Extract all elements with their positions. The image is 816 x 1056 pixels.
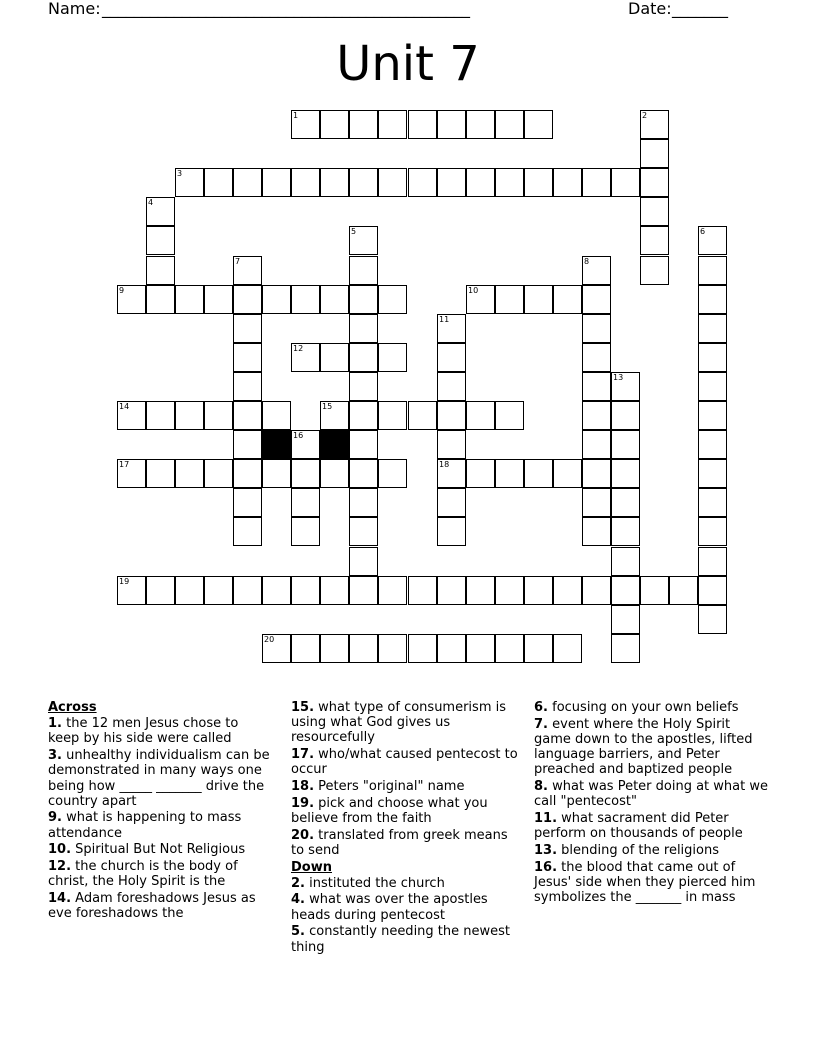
clue-number: 17 [119, 460, 130, 469]
grid-cell[interactable] [582, 285, 611, 314]
grid-cell[interactable] [349, 285, 378, 314]
clue-number: 18 [439, 460, 450, 469]
grid-cell[interactable] [553, 459, 582, 488]
grid-cell[interactable] [582, 168, 611, 197]
clue-down-5: 5. constantly needing the newest thing [291, 924, 511, 955]
grid-cell[interactable] [233, 168, 262, 197]
date-field-line[interactable]: _______ [672, 0, 728, 18]
grid-cell[interactable] [349, 110, 378, 139]
grid-cell[interactable] [233, 372, 262, 401]
grid-cell[interactable] [204, 168, 233, 197]
clue-across-9: 9. what is happening to mass attendance [48, 810, 242, 841]
clue-across-20: 20. translated from greek means to send [291, 827, 508, 858]
grid-cell[interactable] [408, 401, 437, 430]
grid-cell[interactable] [582, 372, 611, 401]
grid-cell[interactable] [262, 285, 291, 314]
grid-cell[interactable] [437, 459, 466, 488]
grid-cell[interactable] [349, 226, 378, 255]
clue-number: 10 [468, 286, 479, 295]
grid-cell[interactable] [349, 343, 378, 372]
clue-number: 5 [351, 227, 357, 236]
clue-across-12: 12. the church is the body of christ, the Holy Spirit is the [48, 859, 238, 890]
grid-cell[interactable] [408, 576, 437, 605]
grid-cell[interactable] [291, 459, 320, 488]
grid-cell[interactable] [349, 488, 378, 517]
grid-cell[interactable] [437, 110, 466, 139]
grid-cell[interactable] [611, 430, 640, 459]
grid-cell[interactable] [611, 488, 640, 517]
grid-cell[interactable] [291, 110, 320, 139]
grid-cell[interactable] [611, 547, 640, 576]
grid-cell[interactable] [582, 401, 611, 430]
grid-cell[interactable] [117, 459, 146, 488]
grid-cell[interactable] [204, 401, 233, 430]
grid-cell[interactable] [669, 576, 698, 605]
grid-cell[interactable] [233, 517, 262, 546]
clue-down-2: 2. instituted the church [291, 875, 445, 891]
grid-cell[interactable] [698, 285, 727, 314]
grid-cell[interactable] [320, 634, 349, 663]
grid-cell[interactable] [640, 256, 669, 285]
grid-cell[interactable] [582, 576, 611, 605]
grid-cell[interactable] [146, 256, 175, 285]
grid-cell[interactable] [582, 517, 611, 546]
clue-number: 15 [322, 402, 333, 411]
grid-cell[interactable] [233, 314, 262, 343]
grid-cell[interactable] [349, 459, 378, 488]
grid-cell[interactable] [349, 168, 378, 197]
grid-cell[interactable] [349, 430, 378, 459]
grid-cell[interactable] [233, 488, 262, 517]
grid-cell[interactable] [553, 285, 582, 314]
grid-cell[interactable] [611, 372, 640, 401]
grid-cell[interactable] [524, 168, 553, 197]
grid-cell[interactable] [175, 576, 204, 605]
grid-cell[interactable] [698, 430, 727, 459]
grid-cell[interactable] [582, 430, 611, 459]
grid-cell[interactable] [146, 197, 175, 226]
clue-down-7: 7. event where the Holy Spirit game down to the apostles, lifted language barriers, and Peter preached and baptized people [534, 716, 753, 778]
grid-cell[interactable] [640, 197, 669, 226]
grid-cell[interactable] [495, 459, 524, 488]
clue-number: 9 [119, 286, 125, 295]
grid-cell[interactable] [582, 314, 611, 343]
grid-cell[interactable] [378, 634, 407, 663]
grid-cell[interactable] [437, 488, 466, 517]
grid-cell[interactable] [466, 110, 495, 139]
down-heading: Down [291, 859, 332, 875]
grid-cell[interactable] [495, 110, 524, 139]
grid-cell[interactable] [291, 430, 320, 459]
grid-cell[interactable] [146, 285, 175, 314]
grid-cell[interactable] [437, 314, 466, 343]
grid-cell[interactable] [611, 576, 640, 605]
clue-number: 4 [148, 198, 154, 207]
grid-cell[interactable] [349, 576, 378, 605]
grid-cell[interactable] [320, 285, 349, 314]
grid-cell[interactable] [349, 547, 378, 576]
grid-cell[interactable] [698, 576, 727, 605]
clue-number: 7 [235, 257, 241, 266]
page-title: Unit 7 [336, 36, 480, 92]
grid-cell[interactable] [262, 634, 291, 663]
grid-cell[interactable] [320, 576, 349, 605]
clue-across-19: 19. pick and choose what you believe from the faith [291, 795, 488, 826]
grid-cell[interactable] [524, 459, 553, 488]
clue-across-17: 17. who/what caused pentecost to occur [291, 747, 518, 778]
clue-number: 19 [119, 577, 130, 586]
grid-cell[interactable] [204, 576, 233, 605]
grid-cell[interactable] [437, 517, 466, 546]
grid-cell[interactable] [233, 576, 262, 605]
clue-down-13: 13. blending of the religions [534, 842, 719, 858]
grid-block-cell [320, 430, 349, 459]
grid-cell[interactable] [117, 401, 146, 430]
grid-cell[interactable] [291, 168, 320, 197]
grid-cell[interactable] [437, 430, 466, 459]
grid-cell[interactable] [378, 168, 407, 197]
grid-cell[interactable] [175, 401, 204, 430]
clue-number: 11 [439, 315, 450, 324]
grid-cell[interactable] [495, 168, 524, 197]
grid-cell[interactable] [408, 634, 437, 663]
grid-block-cell [262, 430, 291, 459]
grid-cell[interactable] [640, 110, 669, 139]
grid-cell[interactable] [349, 372, 378, 401]
grid-cell[interactable] [291, 343, 320, 372]
grid-cell[interactable] [262, 168, 291, 197]
clue-number: 3 [177, 169, 183, 178]
grid-cell[interactable] [146, 576, 175, 605]
clue-across-3: 3. unhealthy individualism can be demonstrated in many ways one being how _____ _______ drive the country apart [48, 748, 270, 809]
grid-cell[interactable] [408, 168, 437, 197]
grid-cell[interactable] [698, 401, 727, 430]
grid-cell[interactable] [495, 576, 524, 605]
clues-column-2 [291, 700, 519, 956]
grid-cell[interactable] [378, 401, 407, 430]
clue-number: 2 [642, 111, 648, 120]
name-field-line[interactable]: ______________________________________________ [102, 0, 470, 18]
grid-cell[interactable] [553, 168, 582, 197]
grid-cell[interactable] [233, 285, 262, 314]
clue-across-10: 10. Spiritual But Not Religious [48, 842, 246, 858]
grid-cell[interactable] [437, 168, 466, 197]
clue-down-16: 16. the blood that came out of Jesus' side when they pierced him symbolizes the _______ in mass [534, 859, 756, 905]
grid-cell[interactable] [378, 343, 407, 372]
grid-cell[interactable] [466, 285, 495, 314]
grid-cell[interactable] [320, 343, 349, 372]
grid-cell[interactable] [233, 256, 262, 285]
date-label: Date: [628, 0, 672, 18]
grid-cell[interactable] [582, 256, 611, 285]
grid-cell[interactable] [611, 401, 640, 430]
grid-cell[interactable] [698, 605, 727, 634]
grid-cell[interactable] [466, 576, 495, 605]
grid-cell[interactable] [233, 430, 262, 459]
grid-cell[interactable] [466, 168, 495, 197]
clue-number: 13 [613, 373, 624, 382]
grid-cell[interactable] [524, 634, 553, 663]
grid-cell[interactable] [582, 459, 611, 488]
grid-cell[interactable] [378, 576, 407, 605]
clue-down-11: 11. what sacrament did Peter perform on thousands of people [534, 810, 743, 842]
grid-cell[interactable] [611, 459, 640, 488]
grid-cell[interactable] [437, 372, 466, 401]
grid-cell[interactable] [698, 256, 727, 285]
grid-cell[interactable] [291, 576, 320, 605]
grid-cell[interactable] [437, 634, 466, 663]
grid-cell[interactable] [553, 576, 582, 605]
grid-cell[interactable] [291, 285, 320, 314]
grid-cell[interactable] [320, 168, 349, 197]
grid-cell[interactable] [698, 343, 727, 372]
grid-cell[interactable] [437, 576, 466, 605]
clue-across-15: 15. what type of consumerism is using what God gives us resourcefully [291, 700, 506, 746]
grid-cell[interactable] [640, 576, 669, 605]
grid-cell[interactable] [146, 459, 175, 488]
grid-cell[interactable] [320, 401, 349, 430]
grid-cell[interactable] [582, 343, 611, 372]
grid-cell[interactable] [233, 459, 262, 488]
grid-cell[interactable] [611, 168, 640, 197]
grid-cell[interactable] [146, 226, 175, 255]
clue-across-18: 18. Peters "original" name [291, 779, 465, 795]
grid-cell[interactable] [698, 226, 727, 255]
grid-cell[interactable] [698, 517, 727, 546]
grid-cell[interactable] [611, 634, 640, 663]
clue-number: 16 [293, 431, 304, 440]
grid-cell[interactable] [640, 168, 669, 197]
grid-cell[interactable] [175, 459, 204, 488]
grid-cell[interactable] [349, 401, 378, 430]
grid-cell[interactable] [437, 343, 466, 372]
grid-cell[interactable] [524, 576, 553, 605]
grid-cell[interactable] [640, 139, 669, 168]
clue-across-14: 14. Adam foreshadows Jesus as eve foreshadows the [48, 890, 256, 922]
clue-number: 12 [293, 344, 304, 353]
grid-cell[interactable] [378, 285, 407, 314]
clue-down-6: 6. focusing on your own beliefs [534, 700, 739, 715]
grid-cell[interactable] [582, 488, 611, 517]
grid-cell[interactable] [408, 110, 437, 139]
clue-number: 8 [584, 257, 590, 266]
grid-cell[interactable] [175, 285, 204, 314]
grid-cell[interactable] [233, 343, 262, 372]
grid-cell[interactable] [291, 634, 320, 663]
clue-down-8: 8. what was Peter doing at what we call "pentecost" [534, 779, 768, 810]
clue-down-4: 4. what was over the apostles heads during pentecost [291, 892, 488, 923]
clue-number: 14 [119, 402, 130, 411]
grid-cell[interactable] [204, 459, 233, 488]
grid-cell[interactable] [233, 401, 262, 430]
grid-cell[interactable] [146, 401, 175, 430]
grid-cell[interactable] [291, 488, 320, 517]
clue-number: 20 [264, 635, 275, 644]
grid-cell[interactable] [698, 459, 727, 488]
grid-cell[interactable] [611, 517, 640, 546]
grid-cell[interactable] [495, 634, 524, 663]
grid-cell[interactable] [262, 401, 291, 430]
grid-cell[interactable] [495, 285, 524, 314]
grid-cell[interactable] [262, 459, 291, 488]
clue-across-1: 1. the 12 men Jesus chose to keep by his side were called [48, 716, 239, 747]
grid-cell[interactable] [466, 401, 495, 430]
grid-cell[interactable] [378, 110, 407, 139]
grid-cell[interactable] [524, 285, 553, 314]
clues-column-3 [534, 700, 770, 907]
grid-cell[interactable] [524, 110, 553, 139]
grid-cell[interactable] [262, 576, 291, 605]
clues-column-1 [48, 700, 270, 923]
grid-cell[interactable] [117, 576, 146, 605]
grid-cell[interactable] [320, 110, 349, 139]
grid-cell[interactable] [378, 459, 407, 488]
grid-cell[interactable] [117, 285, 146, 314]
grid-cell[interactable] [349, 256, 378, 285]
grid-cell[interactable] [349, 634, 378, 663]
grid-cell[interactable] [698, 314, 727, 343]
grid-cell[interactable] [291, 517, 320, 546]
grid-cell[interactable] [320, 459, 349, 488]
grid-cell[interactable] [698, 372, 727, 401]
grid-cell[interactable] [204, 285, 233, 314]
grid-cell[interactable] [698, 488, 727, 517]
grid-cell[interactable] [466, 459, 495, 488]
name-label: Name: [48, 0, 101, 18]
grid-cell[interactable] [611, 605, 640, 634]
grid-cell[interactable] [495, 401, 524, 430]
grid-cell[interactable] [553, 634, 582, 663]
grid-cell[interactable] [640, 226, 669, 255]
grid-cell[interactable] [349, 314, 378, 343]
grid-cell[interactable] [698, 547, 727, 576]
grid-cell[interactable] [466, 634, 495, 663]
grid-cell[interactable] [349, 517, 378, 546]
clue-number: 1 [293, 111, 299, 120]
grid-cell[interactable] [437, 401, 466, 430]
across-heading: Across [48, 700, 97, 715]
clue-number: 6 [700, 227, 706, 236]
grid-cell[interactable] [175, 168, 204, 197]
